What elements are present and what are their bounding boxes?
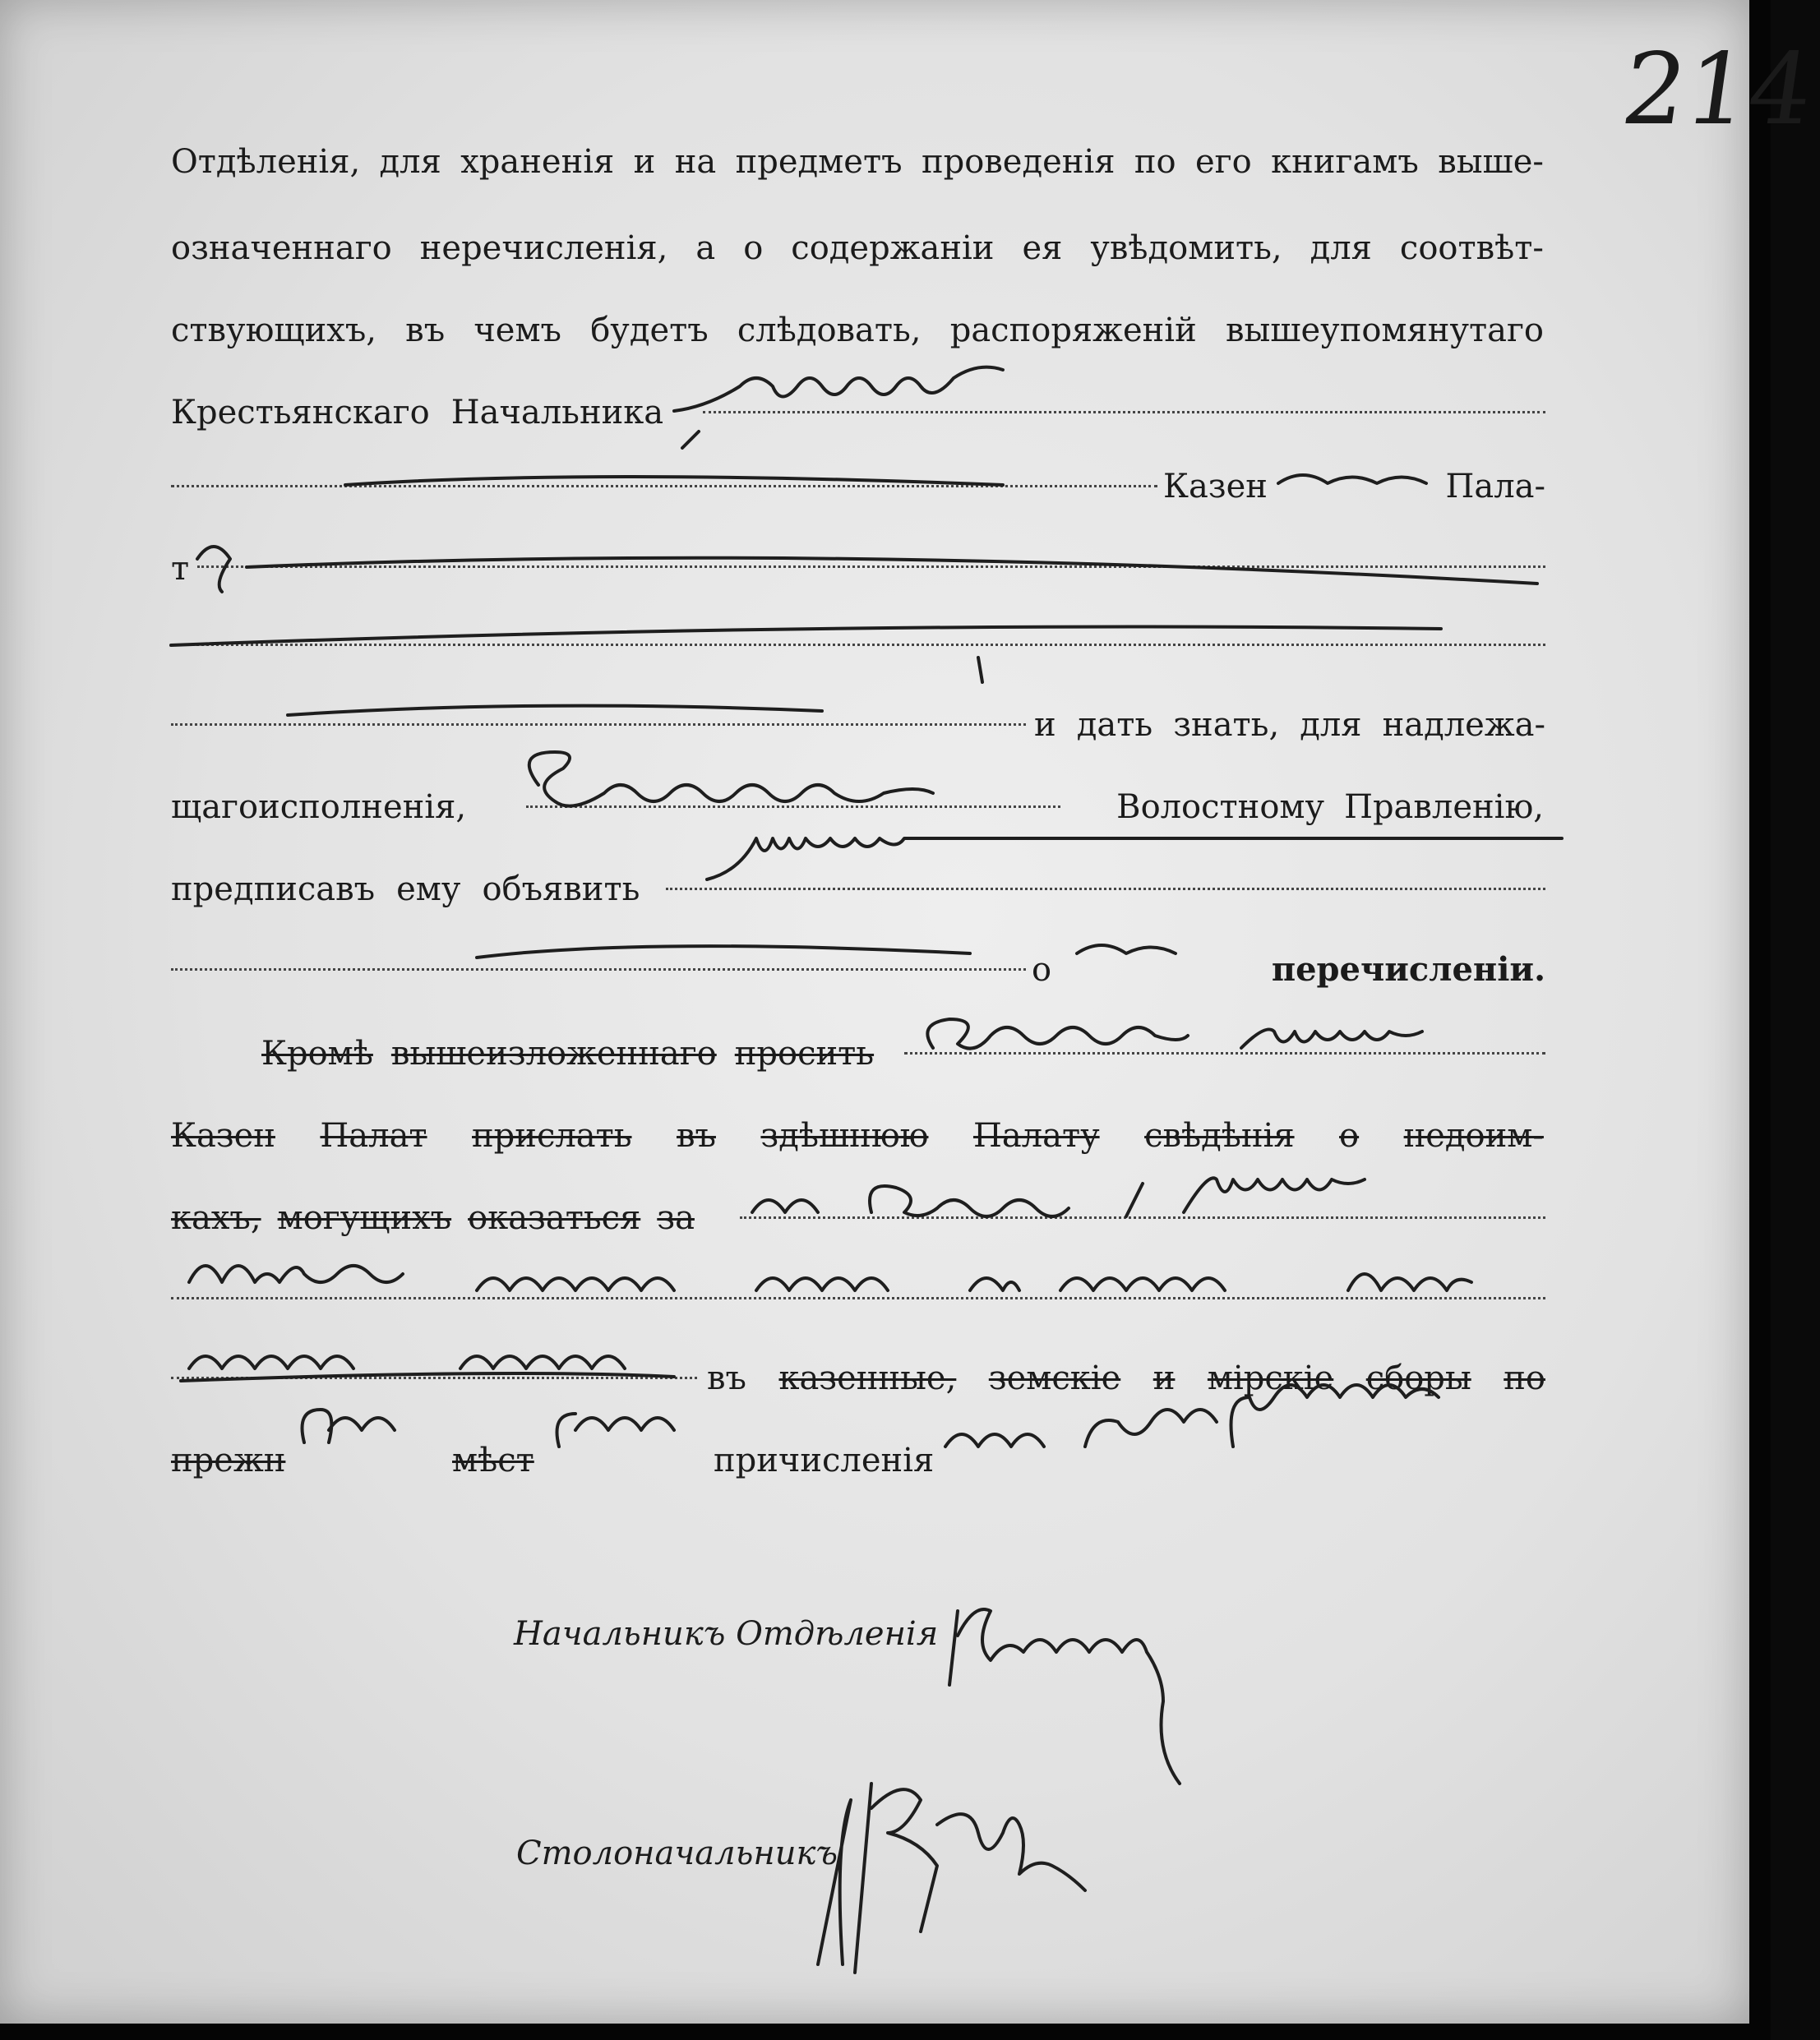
fill-line (197, 565, 1545, 568)
page-number: 214 (1615, 33, 1820, 147)
text-line-12: Кромѣ вышеизложеннаго просить (261, 1035, 875, 1073)
fill-line (666, 888, 1545, 890)
head-of-department-label: Начальникъ Отдѣленія (514, 1615, 939, 1653)
fill-line (904, 1052, 1545, 1055)
fill-line (171, 1377, 697, 1379)
text-line-5: Казен Пала- (1163, 468, 1545, 505)
text-line-16: въ казенные, земскіе и мірскіе сборы по (707, 1359, 1545, 1397)
fill-line (703, 411, 1545, 413)
text-line-3: ствующихъ, въ чемъ будетъ слѣдовать, распоряженій вышеупомянутаго (171, 312, 1544, 349)
text-line-8: и дать знать, для надлежа- (1034, 706, 1545, 744)
text-line-11: о перечисленіи. (1032, 950, 1545, 989)
text-line-9: щаго исполненія, Волостному Правленію, (171, 788, 1544, 826)
fill-line (526, 805, 1060, 808)
text-line-17b: мѣст (452, 1442, 534, 1479)
text-line-10: предписавъ ему объявить (171, 870, 640, 908)
text-line-17: прежн (171, 1442, 286, 1479)
scan-border (1749, 0, 1771, 2040)
fill-line (740, 1216, 1545, 1219)
fill-line (171, 723, 1026, 726)
text-line-13: Казен Палат прислать въ здѣшнюю Палату свѣдѣнія о недоим- (171, 1117, 1544, 1155)
fill-line (171, 644, 1545, 646)
scan-border (0, 2024, 1771, 2040)
chief-clerk-label: Столоначальникъ (516, 1835, 838, 1872)
fill-line (171, 1297, 1545, 1299)
text-line-17c: причисленія (714, 1442, 935, 1479)
text-line-2: означеннаго неречисленія, а о содержаніи ея увѣдомить, для соотвѣт- (171, 229, 1544, 267)
text-line-1: Отдѣленія, для храненія и на предметъ проведенія по его книгамъ выше- (171, 143, 1544, 181)
text-line-14: кахъ, могущихъ оказаться за (171, 1199, 695, 1237)
text-line-6: т (171, 550, 190, 588)
text-line-4: Крестьянскаго Начальника (171, 394, 664, 432)
fill-line (171, 485, 1157, 487)
fill-line (171, 968, 1026, 971)
